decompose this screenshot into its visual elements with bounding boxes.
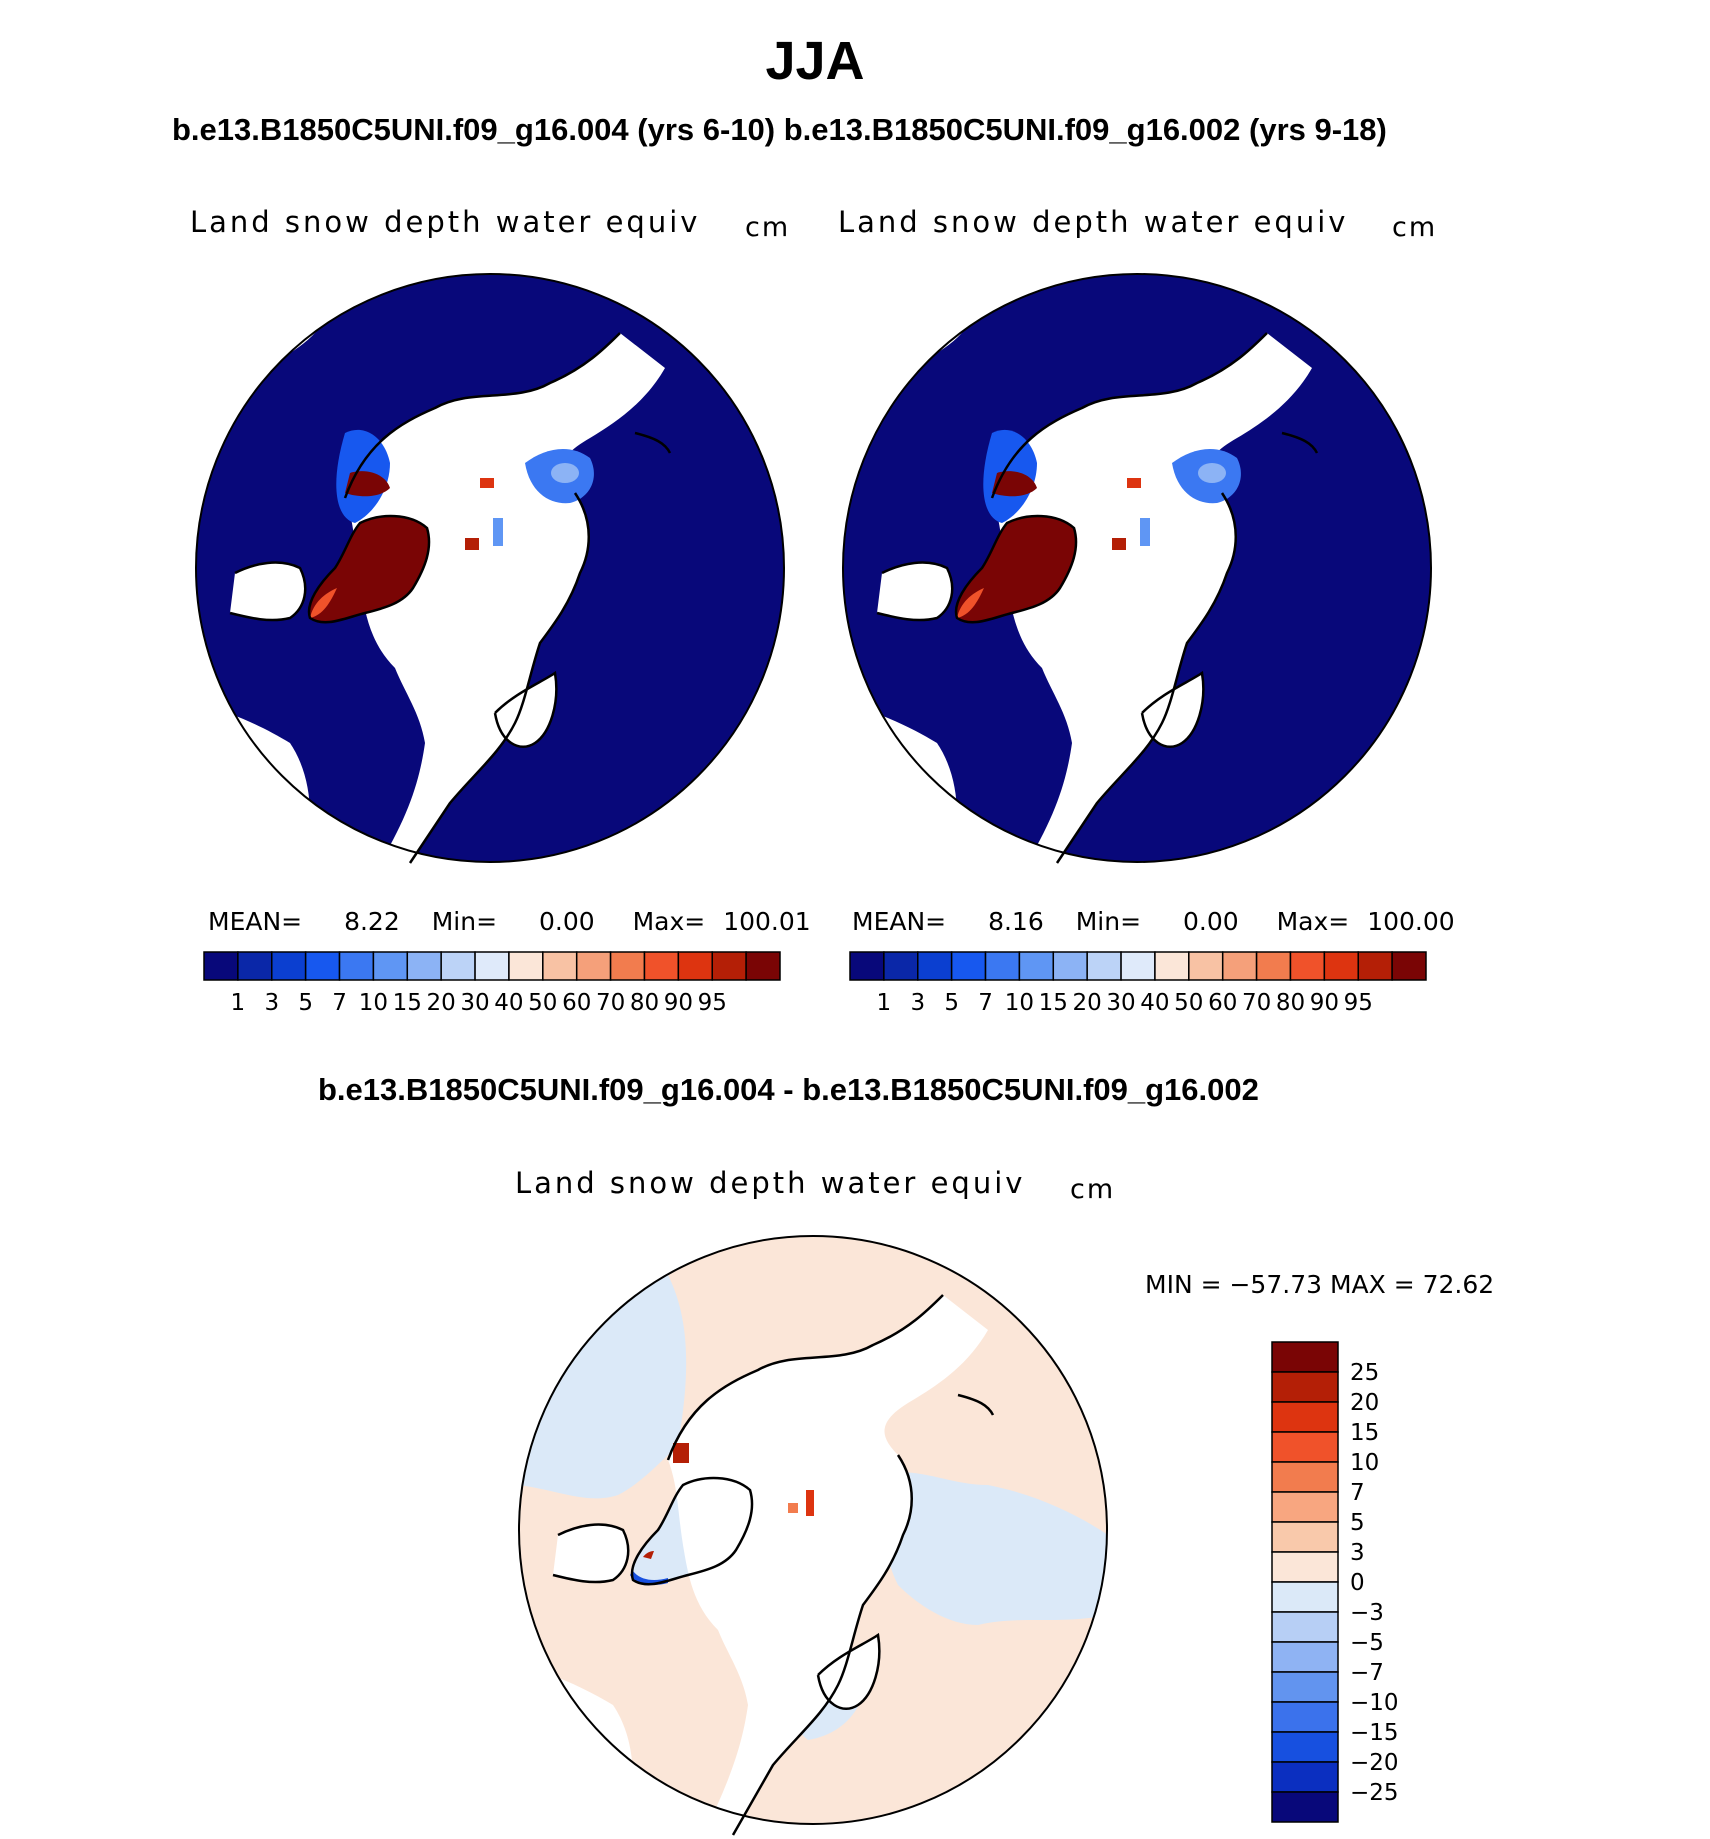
panel3-red-patch-islands <box>673 1443 689 1463</box>
panel3-colorbar-swatch <box>1272 1702 1338 1732</box>
panel2-stats <box>852 907 1455 936</box>
panel2-colorbar-swatch <box>1392 952 1426 980</box>
panel1-colorbar-swatch <box>577 952 611 980</box>
panel3-map <box>518 1235 1108 1835</box>
panel2-colorbar-tick-label: 50 <box>1174 990 1204 1016</box>
panel1-colorbar-swatch <box>712 952 746 980</box>
panel1-colorbar-swatch <box>678 952 712 980</box>
panel1-colorbar-swatch <box>475 952 509 980</box>
panel3-colorbar-tick-label: −20 <box>1350 1750 1399 1776</box>
panel3-colorbar-tick-label: 7 <box>1350 1480 1365 1506</box>
panel1-svalbard <box>465 538 479 550</box>
panel2-max-label: Max= <box>1276 907 1350 936</box>
panel2-colorbar-tick-label: 3 <box>910 990 926 1016</box>
panel1-colorbar-swatch <box>543 952 577 980</box>
panel2-colorbar-swatch <box>1019 952 1053 980</box>
panel3-colorbar-tick-label: −5 <box>1350 1630 1384 1656</box>
panel2-colorbar-swatch <box>986 952 1020 980</box>
panel2-colorbar-tick-label: 90 <box>1309 990 1339 1016</box>
panel1-colorbar-tick-label: 15 <box>392 990 422 1016</box>
panel2-colorbar-swatch <box>952 952 986 980</box>
panel3-unit: cm <box>1070 1174 1116 1205</box>
panel2-colorbar-swatch <box>1155 952 1189 980</box>
panel2-colorbar-tick-label: 40 <box>1140 990 1170 1016</box>
panel1-colorbar-swatch <box>373 952 407 980</box>
panel1-colorbar-swatch <box>238 952 272 980</box>
panel2-min-value: 0.00 <box>1182 907 1239 936</box>
panel3-colorbar-swatch <box>1272 1642 1338 1672</box>
panel1-max-label: Max= <box>632 907 706 936</box>
panel1-colorbar <box>202 950 782 1020</box>
panel2-colorbar-swatch <box>1223 952 1257 980</box>
panel3-stats: MIN = −57.73 MAX = 72.62 <box>1145 1270 1495 1299</box>
panel1-colorbar-tick-label: 40 <box>494 990 524 1016</box>
panel2-colorbar-tick-label: 20 <box>1072 990 1102 1016</box>
panel3-red-patch-svalbard <box>788 1503 798 1513</box>
panel3-colorbar-swatch <box>1272 1582 1338 1612</box>
panel3-colorbar-tick-label: −3 <box>1350 1600 1384 1626</box>
panel2-colorbar-swatch <box>1290 952 1324 980</box>
panel1-colorbar-tick-label: 95 <box>697 990 727 1016</box>
panel2-colorbar-tick-label: 95 <box>1343 990 1373 1016</box>
panel1-colorbar-tick-label: 7 <box>332 990 347 1016</box>
panel2-min-label: Min= <box>1075 907 1142 936</box>
panel3-colorbar-swatch <box>1272 1522 1338 1552</box>
panel2-colorbar-tick-label: 30 <box>1106 990 1136 1016</box>
panel3-colorbar-tick-label: −25 <box>1350 1780 1399 1806</box>
panel2-max-value: 100.00 <box>1367 907 1455 936</box>
panel3-colorbar-swatch <box>1272 1762 1338 1792</box>
panel2-colorbar-tick-label: 15 <box>1038 990 1068 1016</box>
panel3-colorbar-tick-label: 5 <box>1350 1510 1365 1536</box>
panel2-colorbar-swatch <box>1358 952 1392 980</box>
panel1-colorbar-tick-label: 10 <box>358 990 389 1016</box>
panel3-colorbar-swatch <box>1272 1462 1338 1492</box>
panel2-map <box>842 273 1432 863</box>
panel3-colorbar-tick-label: 0 <box>1350 1570 1365 1596</box>
panel2-unit: cm <box>1392 212 1438 243</box>
panel2-colorbar-swatch <box>1087 952 1121 980</box>
panel3-colorbar-tick-label: 25 <box>1350 1360 1380 1386</box>
panel1-colorbar-tick-label: 3 <box>264 990 280 1016</box>
panel3-colorbar-swatch <box>1272 1732 1338 1762</box>
panel1-colorbar-swatch <box>407 952 441 980</box>
panel2-colorbar-swatch <box>1053 952 1087 980</box>
panel2-colorbar-swatch <box>1257 952 1291 980</box>
panel3-colorbar-swatch <box>1272 1432 1338 1462</box>
subtitle-top: b.e13.B1850C5UNI.f09_g16.004 (yrs 6-10) b.e13.B1850C5UNI.f09_g16.002 (yrs 9-18) <box>172 112 1387 147</box>
panel1-unit: cm <box>745 212 791 243</box>
panel1-min-label: Min= <box>431 907 498 936</box>
panel3-colorbar-tick-label: −10 <box>1350 1690 1399 1716</box>
panel1-colorbar-swatch <box>204 952 238 980</box>
panel1-colorbar-swatch <box>441 952 475 980</box>
panel1-colorbar-tick-label: 60 <box>562 990 592 1016</box>
panel1-colorbar-swatch <box>272 952 306 980</box>
panel1-colorbar-swatch <box>611 952 645 980</box>
panel2-colorbar-tick-label: 80 <box>1275 990 1306 1016</box>
panel2-colorbar-tick-label: 7 <box>978 990 993 1016</box>
panel2-svalbard <box>1112 538 1126 550</box>
panel3-colorbar-swatch <box>1272 1492 1338 1522</box>
panel1-colorbar-tick-label: 50 <box>528 990 558 1016</box>
panel1-colorbar-swatch <box>746 952 780 980</box>
panel3-colorbar <box>1270 1340 1430 1830</box>
panel1-mean-value: 8.22 <box>344 907 400 936</box>
panel1-franz-josef <box>480 478 494 488</box>
panel2-colorbar-swatch <box>918 952 952 980</box>
panel2-franz-josef <box>1127 478 1141 488</box>
panel3-colorbar-swatch <box>1272 1672 1338 1702</box>
panel3-colorbar-swatch <box>1272 1552 1338 1582</box>
panel2-light-patch-siberia-core <box>1198 463 1226 483</box>
panel2-mean-label: MEAN= <box>852 907 947 936</box>
panel3-label: Land snow depth water equiv <box>515 1166 1026 1200</box>
panel3-colorbar-swatch <box>1272 1792 1338 1822</box>
panel2-colorbar-tick-label: 5 <box>944 990 959 1016</box>
panel3-colorbar-tick-label: −7 <box>1350 1660 1384 1686</box>
panel1-novaya <box>493 518 503 546</box>
subtitle-diff: b.e13.B1850C5UNI.f09_g16.004 - b.e13.B1850C5UNI.f09_g16.002 <box>318 1072 1259 1107</box>
panel3-colorbar-swatch <box>1272 1612 1338 1642</box>
panel1-colorbar-swatch <box>306 952 340 980</box>
panel1-min-value: 0.00 <box>538 907 595 936</box>
panel1-colorbar-tick-label: 1 <box>230 990 246 1016</box>
panel3-colorbar-tick-label: 10 <box>1350 1450 1380 1476</box>
panel1-colorbar-tick-label: 70 <box>595 990 626 1016</box>
panel1-map <box>195 273 785 863</box>
panel1-colorbar-swatch <box>644 952 678 980</box>
panel2-colorbar-tick-label: 70 <box>1241 990 1272 1016</box>
panel2-colorbar-swatch <box>884 952 918 980</box>
panel2-colorbar-swatch <box>1121 952 1155 980</box>
panel2-colorbar-swatch <box>850 952 884 980</box>
panel1-colorbar-tick-label: 90 <box>663 990 693 1016</box>
panel2-novaya <box>1140 518 1150 546</box>
panel3-red-patch-novaya <box>806 1490 814 1516</box>
panel1-colorbar-tick-label: 30 <box>460 990 490 1016</box>
panel3-colorbar-tick-label: 15 <box>1350 1420 1380 1446</box>
panel3-colorbar-tick-label: 20 <box>1350 1390 1380 1416</box>
panel1-colorbar-tick-label: 5 <box>298 990 313 1016</box>
panel2-colorbar-swatch <box>1189 952 1223 980</box>
panel3-colorbar-tick-label: −15 <box>1350 1720 1399 1746</box>
panel3-colorbar-swatch <box>1272 1372 1338 1402</box>
panel1-label: Land snow depth water equiv <box>190 205 701 239</box>
panel1-colorbar-swatch <box>340 952 374 980</box>
panel3-colorbar-swatch <box>1272 1402 1338 1432</box>
panel2-colorbar-swatch <box>1324 952 1358 980</box>
panel1-colorbar-tick-label: 20 <box>426 990 456 1016</box>
panel1-colorbar-tick-label: 80 <box>629 990 660 1016</box>
panel1-mean-label: MEAN= <box>208 907 303 936</box>
panel1-stats <box>208 907 811 936</box>
panel2-colorbar-tick-label: 1 <box>876 990 892 1016</box>
panel1-light-patch-siberia-core <box>551 463 579 483</box>
panel1-max-value: 100.01 <box>723 907 811 936</box>
panel2-colorbar-tick-label: 10 <box>1004 990 1035 1016</box>
panel2-colorbar <box>848 950 1428 1020</box>
panel2-mean-value: 8.16 <box>988 907 1044 936</box>
panel2-label: Land snow depth water equiv <box>838 205 1349 239</box>
panel2-colorbar-tick-label: 60 <box>1208 990 1238 1016</box>
figure-title: JJA <box>765 31 865 91</box>
panel3-colorbar-tick-label: 3 <box>1350 1540 1365 1566</box>
panel1-colorbar-swatch <box>509 952 543 980</box>
panel3-colorbar-swatch <box>1272 1342 1338 1372</box>
